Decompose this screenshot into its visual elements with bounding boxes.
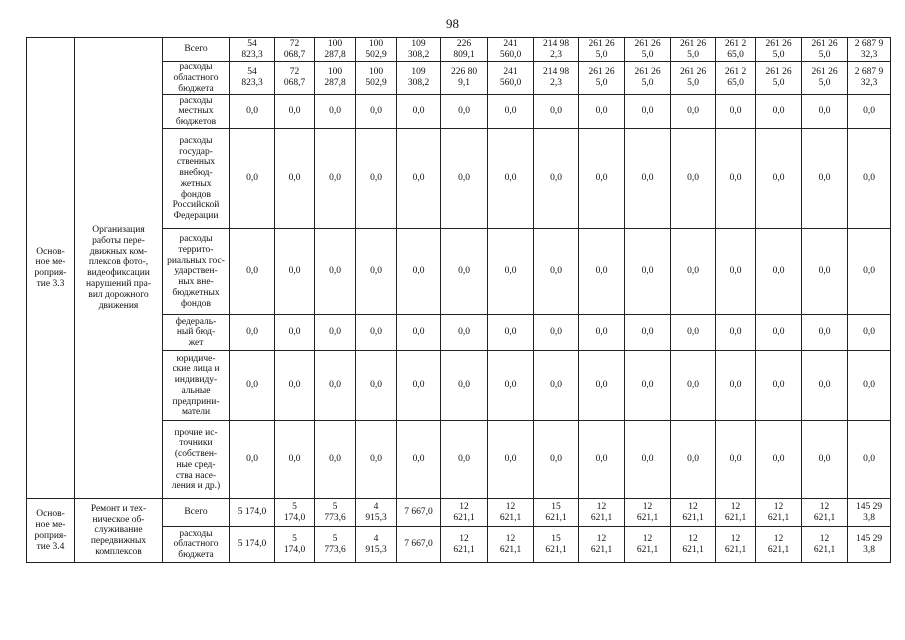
value-cell: 0,0 — [488, 421, 534, 499]
value-cell: 0,0 — [230, 129, 275, 229]
value-cell: 0,0 — [716, 315, 756, 351]
value-cell: 0,0 — [397, 315, 441, 351]
value-cell: 0,0 — [356, 351, 397, 421]
value-cell: 0,0 — [315, 95, 356, 129]
value-cell: 0,0 — [848, 129, 891, 229]
funding-source: расходы областного бюджета — [163, 527, 230, 563]
value-cell: 0,0 — [802, 129, 848, 229]
value-cell: 0,0 — [802, 315, 848, 351]
value-cell: 0,0 — [356, 129, 397, 229]
value-cell: 0,0 — [441, 315, 488, 351]
value-cell: 2 687 9 32,3 — [848, 38, 891, 62]
value-cell: 0,0 — [488, 129, 534, 229]
value-cell: 100 287,8 — [315, 38, 356, 62]
value-cell: 15 621,1 — [534, 527, 579, 563]
value-cell: 0,0 — [441, 351, 488, 421]
value-cell: 5 773,6 — [315, 527, 356, 563]
value-cell: 5 174,0 — [230, 499, 275, 527]
value-cell: 0,0 — [716, 351, 756, 421]
value-cell: 12 621,1 — [671, 499, 716, 527]
value-cell: 0,0 — [315, 229, 356, 315]
value-cell: 0,0 — [671, 129, 716, 229]
value-cell: 0,0 — [625, 95, 671, 129]
value-cell: 0,0 — [579, 95, 625, 129]
value-cell: 0,0 — [848, 351, 891, 421]
value-cell: 0,0 — [356, 421, 397, 499]
value-cell: 0,0 — [579, 229, 625, 315]
value-cell: 12 621,1 — [579, 527, 625, 563]
value-cell: 0,0 — [441, 95, 488, 129]
value-cell: 12 621,1 — [625, 499, 671, 527]
value-cell: 0,0 — [848, 315, 891, 351]
budget-table — [26, 37, 891, 563]
value-cell: 0,0 — [275, 229, 315, 315]
funding-source: расходы террито- риальных гос- ударствен- ных вне- бюджетных фондов — [163, 229, 230, 315]
value-cell: 7 667,0 — [397, 499, 441, 527]
value-cell: 0,0 — [315, 315, 356, 351]
value-cell: 0,0 — [579, 421, 625, 499]
value-cell: 12 621,1 — [625, 527, 671, 563]
value-cell: 261 26 5,0 — [802, 62, 848, 95]
value-cell: 0,0 — [534, 315, 579, 351]
value-cell: 0,0 — [756, 421, 802, 499]
value-cell: 0,0 — [848, 421, 891, 499]
value-cell: 261 26 5,0 — [579, 62, 625, 95]
measure-name: Основ- ное ме- роприя- тие 3.3 — [27, 38, 75, 499]
value-cell: 0,0 — [356, 95, 397, 129]
value-cell: 0,0 — [756, 315, 802, 351]
funding-source: прочие ис- точники (собствен- ные сред- ства насе- ления и др.) — [163, 421, 230, 499]
value-cell: 261 26 5,0 — [579, 38, 625, 62]
value-cell: 0,0 — [315, 421, 356, 499]
value-cell: 0,0 — [534, 351, 579, 421]
value-cell: 12 621,1 — [441, 527, 488, 563]
value-cell: 0,0 — [671, 421, 716, 499]
value-cell: 7 667,0 — [397, 527, 441, 563]
measure-name: Основ- ное ме- роприя- тие 3.4 — [27, 499, 75, 563]
value-cell: 12 621,1 — [802, 527, 848, 563]
value-cell: 0,0 — [356, 315, 397, 351]
page-number: 98 — [446, 16, 459, 31]
value-cell: 0,0 — [441, 229, 488, 315]
value-cell: 0,0 — [275, 421, 315, 499]
value-cell: 5 773,6 — [315, 499, 356, 527]
value-cell: 100 502,9 — [356, 62, 397, 95]
value-cell: 0,0 — [275, 129, 315, 229]
value-cell: 12 621,1 — [488, 499, 534, 527]
value-cell: 241 560,0 — [488, 62, 534, 95]
value-cell: 0,0 — [397, 95, 441, 129]
value-cell: 145 29 3,8 — [848, 527, 891, 563]
value-cell: 261 26 5,0 — [625, 38, 671, 62]
value-cell: 0,0 — [716, 129, 756, 229]
value-cell: 0,0 — [625, 421, 671, 499]
value-cell: 0,0 — [579, 129, 625, 229]
value-cell: 12 621,1 — [488, 527, 534, 563]
budget-table-body — [27, 38, 891, 563]
value-cell: 0,0 — [625, 315, 671, 351]
value-cell: 0,0 — [579, 351, 625, 421]
value-cell: 0,0 — [534, 421, 579, 499]
value-cell: 12 621,1 — [716, 527, 756, 563]
value-cell: 0,0 — [356, 229, 397, 315]
value-cell: 12 621,1 — [579, 499, 625, 527]
value-cell: 0,0 — [488, 95, 534, 129]
value-cell: 5 174,0 — [230, 527, 275, 563]
value-cell: 0,0 — [488, 351, 534, 421]
value-cell: 0,0 — [671, 351, 716, 421]
value-cell: 15 621,1 — [534, 499, 579, 527]
value-cell: 12 621,1 — [441, 499, 488, 527]
value-cell: 145 29 3,8 — [848, 499, 891, 527]
value-cell: 5 174,0 — [275, 499, 315, 527]
value-cell: 12 621,1 — [756, 527, 802, 563]
value-cell: 0,0 — [441, 421, 488, 499]
value-cell: 100 287,8 — [315, 62, 356, 95]
value-cell: 214 98 2,3 — [534, 38, 579, 62]
funding-source: расходы государ- ственных внебюд- жетных фондов Российской Федерации — [163, 129, 230, 229]
funding-source: Всего — [163, 499, 230, 527]
value-cell: 2 687 9 32,3 — [848, 62, 891, 95]
measure-description: Ремонт и тех- ническое об- служивание передвижных комплексов — [75, 499, 163, 563]
value-cell: 241 560,0 — [488, 38, 534, 62]
value-cell: 0,0 — [397, 229, 441, 315]
value-cell: 0,0 — [625, 351, 671, 421]
value-cell: 0,0 — [397, 129, 441, 229]
value-cell: 54 823,3 — [230, 38, 275, 62]
measure-description: Организация работы пере- движных ком- плексов фото-, видеофиксации нарушений пра- вил дорожного движения — [75, 38, 163, 499]
value-cell: 0,0 — [230, 95, 275, 129]
value-cell: 0,0 — [315, 129, 356, 229]
value-cell: 109 308,2 — [397, 38, 441, 62]
value-cell: 261 26 5,0 — [625, 62, 671, 95]
value-cell: 0,0 — [716, 95, 756, 129]
funding-source: расходы областного бюджета — [163, 62, 230, 95]
value-cell: 261 26 5,0 — [671, 62, 716, 95]
value-cell: 12 621,1 — [756, 499, 802, 527]
value-cell: 0,0 — [579, 315, 625, 351]
value-cell: 0,0 — [716, 229, 756, 315]
value-cell: 0,0 — [230, 421, 275, 499]
value-cell: 0,0 — [671, 315, 716, 351]
value-cell: 0,0 — [275, 351, 315, 421]
value-cell: 261 26 5,0 — [756, 62, 802, 95]
funding-source: расходы местных бюджетов — [163, 95, 230, 129]
value-cell: 0,0 — [230, 351, 275, 421]
value-cell: 4 915,3 — [356, 499, 397, 527]
value-cell: 12 621,1 — [716, 499, 756, 527]
value-cell: 0,0 — [716, 421, 756, 499]
value-cell: 0,0 — [230, 315, 275, 351]
value-cell: 5 174,0 — [275, 527, 315, 563]
value-cell: 0,0 — [397, 351, 441, 421]
table-row — [27, 499, 891, 527]
value-cell: 0,0 — [802, 351, 848, 421]
value-cell: 0,0 — [848, 95, 891, 129]
value-cell: 214 98 2,3 — [534, 62, 579, 95]
value-cell: 0,0 — [275, 315, 315, 351]
value-cell: 72 068,7 — [275, 38, 315, 62]
value-cell: 0,0 — [625, 129, 671, 229]
value-cell: 12 621,1 — [802, 499, 848, 527]
value-cell: 0,0 — [756, 95, 802, 129]
value-cell: 0,0 — [848, 229, 891, 315]
value-cell: 0,0 — [802, 421, 848, 499]
value-cell: 12 621,1 — [671, 527, 716, 563]
value-cell: 100 502,9 — [356, 38, 397, 62]
value-cell: 0,0 — [671, 229, 716, 315]
table-row — [27, 38, 891, 62]
value-cell: 0,0 — [756, 351, 802, 421]
value-cell: 72 068,7 — [275, 62, 315, 95]
value-cell: 0,0 — [315, 351, 356, 421]
value-cell: 0,0 — [441, 129, 488, 229]
value-cell: 0,0 — [534, 95, 579, 129]
value-cell: 261 26 5,0 — [756, 38, 802, 62]
value-cell: 0,0 — [488, 315, 534, 351]
value-cell: 226 80 9,1 — [441, 62, 488, 95]
value-cell: 0,0 — [534, 129, 579, 229]
value-cell: 0,0 — [275, 95, 315, 129]
value-cell: 0,0 — [802, 95, 848, 129]
value-cell: 109 308,2 — [397, 62, 441, 95]
value-cell: 261 2 65,0 — [716, 38, 756, 62]
value-cell: 0,0 — [625, 229, 671, 315]
funding-source: федераль- ный бюд- жет — [163, 315, 230, 351]
value-cell: 261 26 5,0 — [802, 38, 848, 62]
funding-source: Всего — [163, 38, 230, 62]
funding-source: юридиче- ские лица и индивиду- альные предприни- матели — [163, 351, 230, 421]
value-cell: 0,0 — [756, 129, 802, 229]
value-cell: 0,0 — [230, 229, 275, 315]
value-cell: 0,0 — [802, 229, 848, 315]
value-cell: 0,0 — [756, 229, 802, 315]
value-cell: 4 915,3 — [356, 527, 397, 563]
value-cell: 226 809,1 — [441, 38, 488, 62]
value-cell: 0,0 — [397, 421, 441, 499]
value-cell: 0,0 — [671, 95, 716, 129]
value-cell: 0,0 — [534, 229, 579, 315]
value-cell: 54 823,3 — [230, 62, 275, 95]
value-cell: 261 2 65,0 — [716, 62, 756, 95]
value-cell: 0,0 — [488, 229, 534, 315]
value-cell: 261 26 5,0 — [671, 38, 716, 62]
